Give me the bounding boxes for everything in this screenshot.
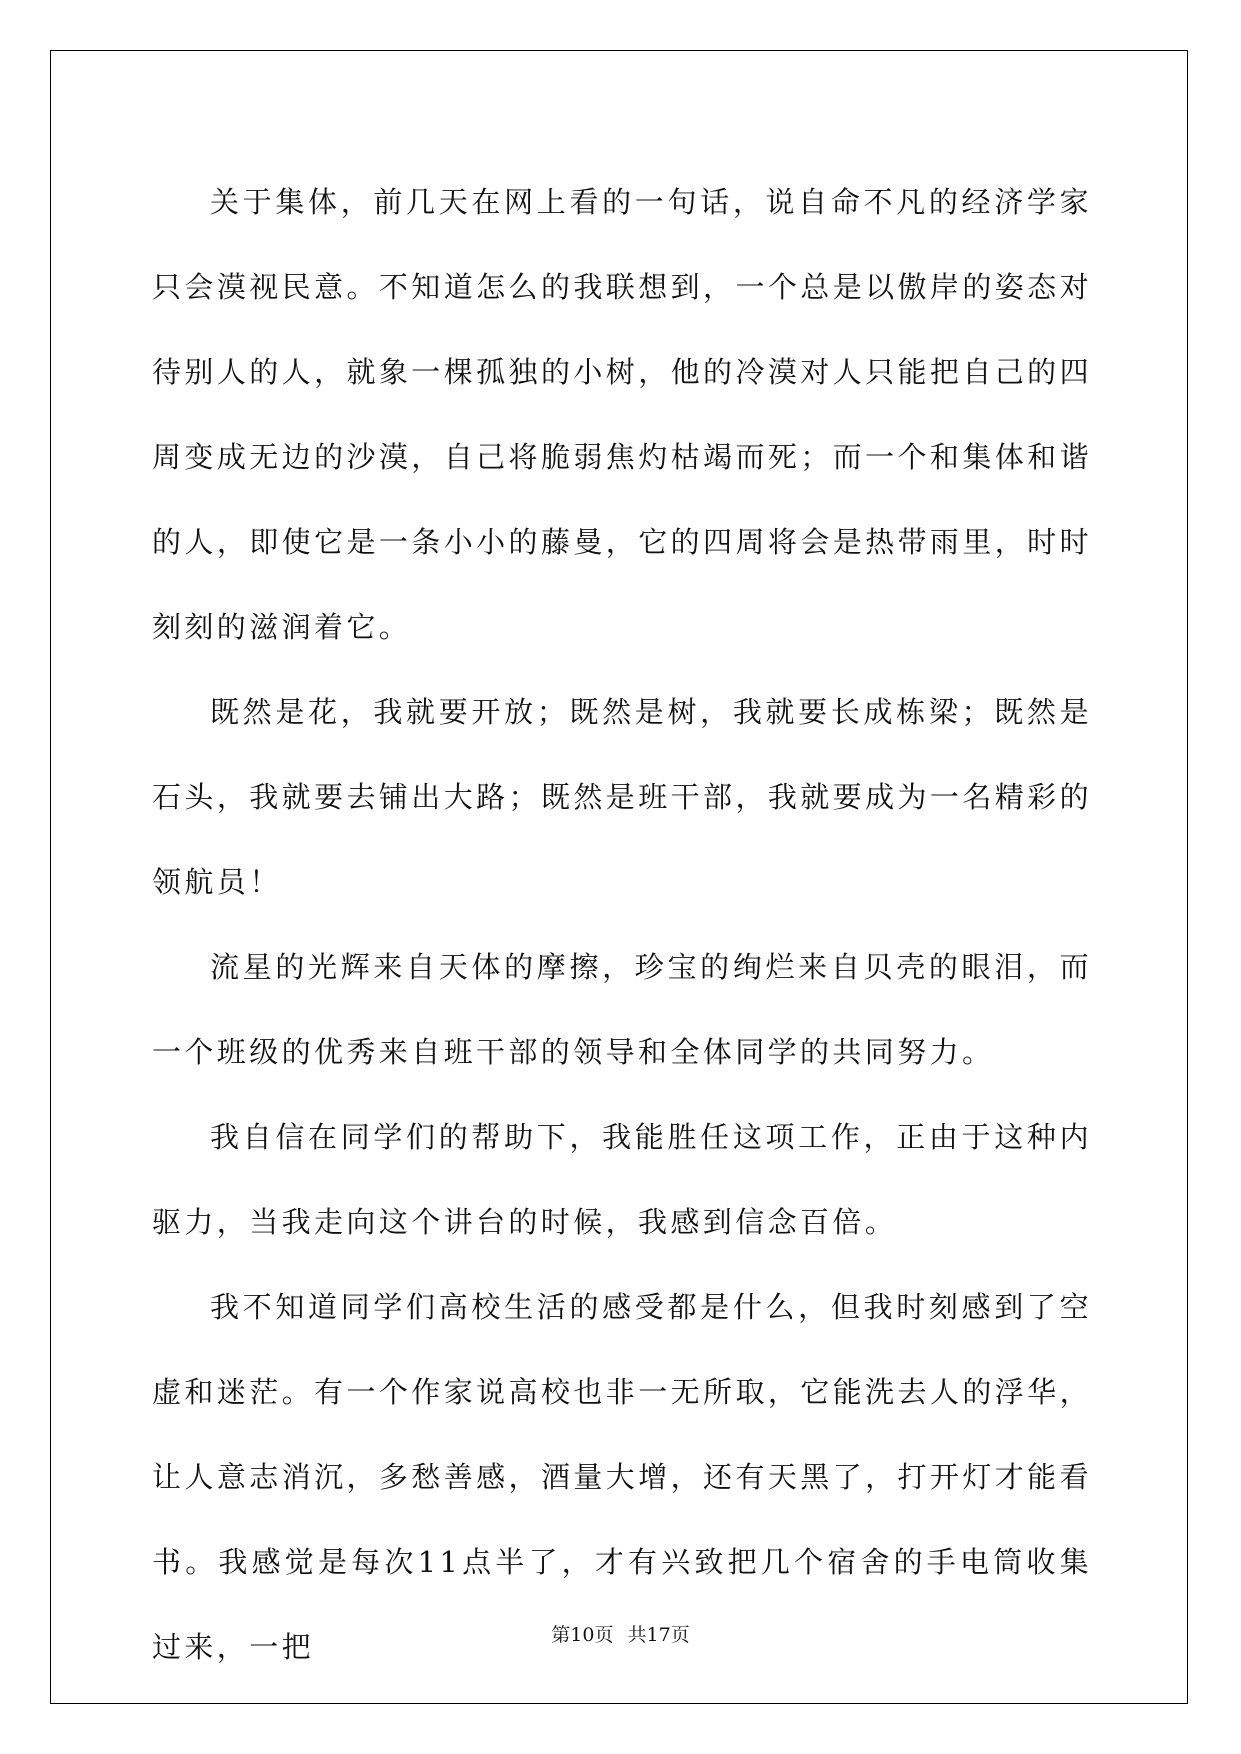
- document-body: [152, 160, 1092, 1690]
- paragraph: 我自信在同学们的帮助下，我能胜任这项工作，正由于这种内驱力，当我走向这个讲台的时候，我感到信念百倍。: [152, 1120, 1092, 1239]
- page-footer: [0, 1620, 1241, 1647]
- paragraph: 流星的光辉来自天体的摩擦，珍宝的绚烂来自贝壳的眼泪，而一个班级的优秀来自班干部的领导和全体同学的共同努力。: [152, 950, 1092, 1069]
- page-total: 共17页: [627, 1624, 690, 1646]
- paragraph: 我不知道同学们高校生活的感受都是什么，但我时刻感到了空虚和迷茫。有一个作家说高校也非一无所取，它能洗去人的浮华，让人意志消沉，多愁善感，酒量大增，还有天黑了，打开灯才能看书。我感觉是每次11点半了，才有兴致把几个宿舍的手电筒收集过来，一把: [152, 1290, 1092, 1664]
- paragraph: 关于集体，前几天在网上看的一句话，说自命不凡的经济学家只会漠视民意。不知道怎么的我联想到，一个总是以傲岸的姿态对待别人的人，就象一棵孤独的小树，他的冷漠对人只能把自己的四周变成无边的沙漠，自己将脆弱焦灼枯竭而死；而一个和集体和谐的人，即使它是一条小小的藤曼，它的四周将会是热带雨里，时时刻刻的滋润着它。: [152, 185, 1092, 644]
- paragraph: 既然是花，我就要开放；既然是树，我就要长成栋梁；既然是石头，我就要去铺出大路；既然是班干部，我就要成为一名精彩的领航员！: [152, 695, 1092, 899]
- page-number: 第10页: [551, 1624, 614, 1646]
